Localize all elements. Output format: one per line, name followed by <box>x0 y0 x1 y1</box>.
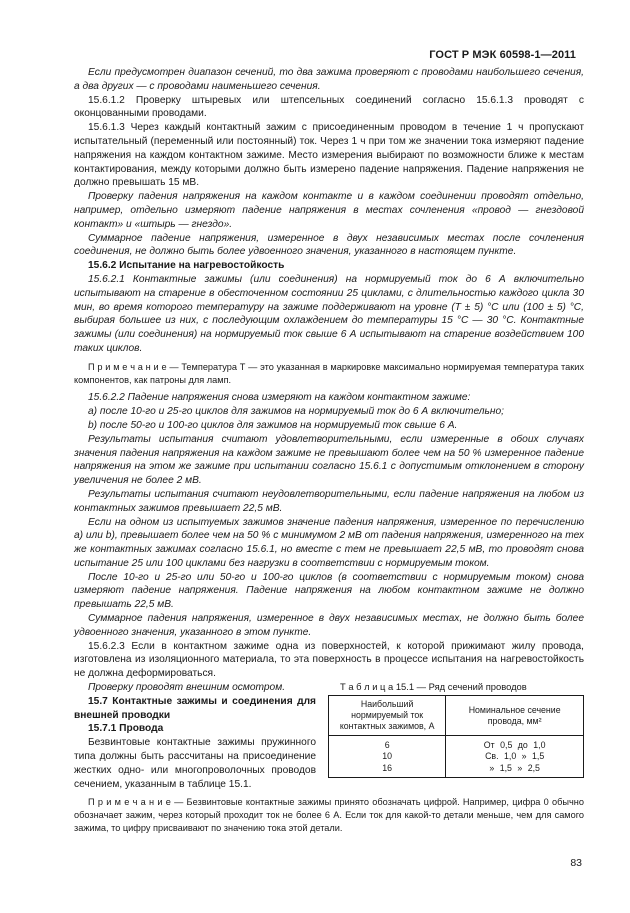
paragraph: Проверку падения напряжения на каждом контакте и в каждом соединении проводят отдельно, например, отдельно измеряют падение напряжения в местах сочленения «провод — гнездовой контакт» и «штырь — гнездо». <box>74 191 584 230</box>
paragraph: Результаты испытания считают удовлетворительными, если измеренные в обоих случаях значения падения напряжения на каждом зажиме не превышают более чем на 50 % измеренное падение напряжения на этом же зажиме при испытании согласно 15.6.1 с допустимым отклонением в сторону увеличения не более 2 мВ. <box>74 433 584 487</box>
note-paragraph: П р и м е ч а н и е — Безвинтовые контактные зажимы принято обозначать цифрой. Например, цифра 0 обычно обозначает зажим, через который проходит ток не более 6 А. Если ток для какой-то детали меньше, чем для самого зажима, то цифру присваивают по значению тока этой детали. <box>74 797 584 834</box>
table-header-row <box>329 696 584 736</box>
standard-header: ГОСТ Р МЭК 60598-1—2011 <box>429 49 576 61</box>
table-caption: Т а б л и ц а 15.1 — Ряд сечений проводов <box>340 681 527 693</box>
paragraph: Если на одном из испытуемых зажимов значение падения напряжения, измеренное по перечислению а) или b), превышает более чем на 50 % с минимумом 2 мВ от падения напряжения, измеренного на тех же контактных зажимах согласно 15.6.1, но вместе с тем не превышает 22,5 мВ, то проводят снова испытание 25 или 100 циклами без нагрузки в соответствии с нормируемым током. <box>74 516 584 569</box>
paragraph: b) после 50-го и 100-го циклов для зажимов на нормируемый ток свыше 6 А. <box>88 419 458 431</box>
paragraph: Суммарное падение напряжения, измеренное в двух независимых местах после сочленения соединения, не должно быть более удвоенного значения, указанного в настоящем пункте. <box>74 232 584 258</box>
paragraph: 15.6.1.3 Через каждый контактный зажим с присоединенным проводом в течение 1 ч пропускают испытательный (переменный или постоянный) ток. Через 1 ч при том же значении тока измеряют падение напряжения на каждом контактном зажиме. Место измерения выбирают по возможности ближе к местам контактирования, между которыми должно быть измерено падение напряжения. Падение напряжения не должно превышать 15 мВ. <box>74 122 584 189</box>
section-values-cell: От 0,5 до 1,0 Св. 1,0 » 1,5 » 1,5 » 2,5 <box>446 736 584 778</box>
paragraph: Безвинтовые контактные зажимы пружинного типа должны быть рассчитаны на присоединение жестких одно- или многопроволочных проводов сечением, указанным в таблице 15.1. <box>74 737 316 790</box>
section-heading: 15.7.1 Провода <box>88 723 164 735</box>
text-flow-bottom <box>74 796 584 834</box>
column-header-current: Наибольший нормируемый ток контактных зажимов, А <box>329 696 446 736</box>
paragraph: а) после 10-го и 25-го циклов для зажимов на нормируемый ток до 6 А включительно; <box>88 406 505 418</box>
page-body <box>74 66 584 835</box>
column-header-section: Номинальное сечение провода, мм² <box>446 696 584 736</box>
paragraph: После 10-го и 25-го или 50-го и 100-го циклов (в соответствии с нормируемым током) снова измеряют падение напряжения. Падение напряжения на любом контактном зажиме не должно превышать 22,5 мВ. <box>74 571 584 611</box>
paragraph: Проверку проводят внешним осмотром. <box>88 682 286 694</box>
two-column-section <box>74 681 584 791</box>
current-values-cell: 6 10 16 <box>329 736 446 778</box>
paragraph: 15.6.2.1 Контактные зажимы (или соединения) на нормируемый ток до 6 А включительно испытывают на старение в обесточенном состоянии 25 циклами, с длительностью каждого цикла 30 мин, во время которого температуру на зажиме поддерживают на уровне (Т ± 5) °С или (100 ± 5) °С, выбирая большее из них, с последующим охлаждением до температуры 15 °С — 30 °С. Контактные зажимы (или соединения) на нормируемый ток свыше 6 А испытывают на старение воздействием 100 таких циклов. <box>74 273 584 354</box>
table-column <box>326 681 584 791</box>
paragraph: 15.6.2.3 Если в контактном зажиме одна из поверхностей, к которой прижимают жилу провода, изготовлена из изоляционного материала, то эта поверхность в процессе испытания на нагревостойкость не должна деформироваться. <box>74 640 584 680</box>
section-heading: 15.7 Контактные зажимы и соединения для внешней проводки <box>74 695 316 721</box>
paragraph: 15.6.2.2 Падение напряжения снова измеряют на каждом контактном зажиме: <box>88 392 471 404</box>
paragraph: Суммарное падения напряжения, измеренное в двух независимых местах, не должно быть более удвоенного значения, указанного в этом пункте. <box>74 613 584 638</box>
page-number: 83 <box>570 857 582 869</box>
text-flow-left-column <box>74 681 316 791</box>
note-paragraph: П р и м е ч а н и е — Температура Т — это указанная в маркировке максимально нормируемая температура таких компонентов, как патроны для ламп. <box>74 361 584 385</box>
wire-section-table <box>328 695 584 778</box>
paragraph: Результаты испытания считают неудовлетворительными, если падение напряжения на любом из контактных зажимов превышает 22,5 мВ. <box>74 488 584 514</box>
text-flow-top <box>74 66 584 681</box>
section-heading: 15.6.2 Испытание на нагревостойкость <box>88 260 285 272</box>
paragraph: 15.6.1.2 Проверку штыревых или штепсельных соединений согласно 15.6.1.3 проводят с оконцованными проводами. <box>74 94 584 120</box>
table-row <box>329 736 584 778</box>
paragraph: Если предусмотрен диапазон сечений, то два зажима проверяют с проводами наибольшего сечения, а два других — с проводами наименьшего сечения. <box>74 67 584 92</box>
